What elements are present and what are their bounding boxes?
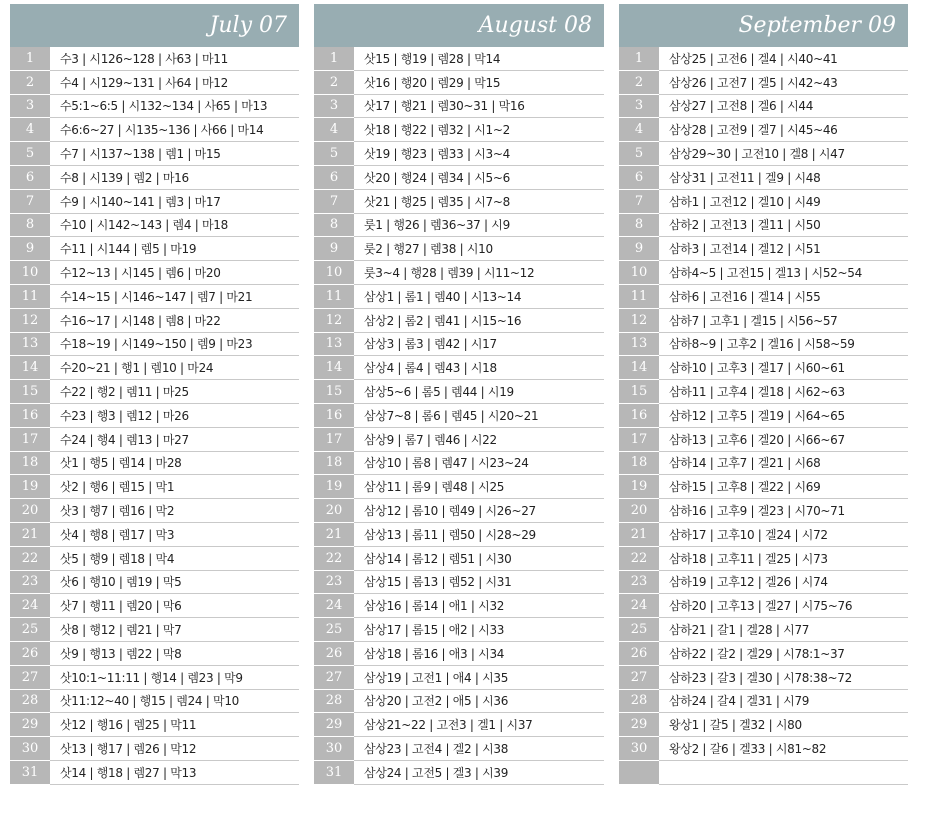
day-row bbox=[619, 214, 908, 238]
reading-text: 삼상4 | 롬4 | 렘43 | 시18 bbox=[364, 361, 497, 376]
day-row bbox=[314, 118, 604, 142]
reading-text: 수9 | 시140~141 | 렘3 | 마17 bbox=[60, 194, 221, 209]
reading-text: 삼하11 | 고후4 | 겔18 | 시62~63 bbox=[669, 385, 845, 400]
day-number: 19 bbox=[619, 475, 659, 499]
day-row bbox=[619, 285, 908, 309]
day-number: 13 bbox=[10, 333, 50, 357]
reading-text: 삼상26 | 고전7 | 겔5 | 시42~43 bbox=[669, 75, 838, 90]
day-number: 19 bbox=[314, 475, 354, 499]
day-number: 14 bbox=[619, 356, 659, 380]
day-row bbox=[10, 166, 299, 190]
day-number: 5 bbox=[10, 142, 50, 166]
reading-text: 삿17 | 행21 | 렘30~31 | 막16 bbox=[364, 99, 525, 114]
reading-text: 삼하3 | 고전14 | 겔12 | 시51 bbox=[669, 242, 821, 257]
day-number: 17 bbox=[619, 428, 659, 452]
reading-text: 삼상27 | 고전8 | 겔6 | 시44 bbox=[669, 99, 814, 114]
day-row bbox=[10, 95, 299, 119]
day-row bbox=[10, 71, 299, 95]
day-row bbox=[10, 380, 299, 404]
day-number: 22 bbox=[10, 547, 50, 571]
day-number bbox=[619, 761, 659, 785]
day-number: 23 bbox=[619, 571, 659, 595]
day-number: 14 bbox=[314, 356, 354, 380]
day-number: 12 bbox=[619, 309, 659, 333]
reading-text: 삼상14 | 롬12 | 렘51 | 시30 bbox=[364, 551, 512, 566]
day-row bbox=[10, 690, 299, 714]
day-number: 20 bbox=[619, 499, 659, 523]
day-row bbox=[314, 142, 604, 166]
reading-text: 삿8 | 행12 | 렘21 | 막7 bbox=[60, 623, 182, 638]
month-title: August 08 bbox=[314, 4, 604, 47]
day-number: 25 bbox=[619, 618, 659, 642]
reading-text: 왕상1 | 갈5 | 겔32 | 시80 bbox=[669, 718, 802, 733]
reading-text: 수18~19 | 시149~150 | 렘9 | 마23 bbox=[60, 337, 253, 352]
reading-text: 삼상10 | 롬8 | 렘47 | 시23~24 bbox=[364, 456, 529, 471]
day-row bbox=[314, 95, 604, 119]
reading-text: 삼하16 | 고후9 | 겔23 | 시70~71 bbox=[669, 504, 845, 519]
day-number: 11 bbox=[10, 285, 50, 309]
reading-text: 삼하23 | 갈3 | 겔30 | 시78:38~72 bbox=[669, 670, 852, 685]
day-number: 31 bbox=[10, 761, 50, 785]
day-number: 30 bbox=[314, 737, 354, 761]
day-number: 3 bbox=[10, 95, 50, 119]
reading-text: 삼하2 | 고전13 | 겔11 | 시50 bbox=[669, 218, 821, 233]
day-row bbox=[619, 713, 908, 737]
day-number: 7 bbox=[619, 190, 659, 214]
reading-text: 삼상31 | 고전11 | 겔9 | 시48 bbox=[669, 170, 821, 185]
reading-text: 삿19 | 행23 | 렘33 | 시3~4 bbox=[364, 147, 510, 162]
day-row bbox=[314, 475, 604, 499]
day-number: 5 bbox=[619, 142, 659, 166]
day-number: 28 bbox=[619, 690, 659, 714]
day-row bbox=[619, 571, 908, 595]
day-row bbox=[619, 166, 908, 190]
day-number: 24 bbox=[619, 594, 659, 618]
reading-text: 룻2 | 행27 | 렘38 | 시10 bbox=[364, 242, 493, 257]
day-row bbox=[10, 452, 299, 476]
day-number: 5 bbox=[314, 142, 354, 166]
reading-text: 삼상21~22 | 고전3 | 겔1 | 시37 bbox=[364, 718, 533, 733]
day-row bbox=[619, 642, 908, 666]
day-row bbox=[619, 333, 908, 357]
day-row bbox=[10, 618, 299, 642]
reading-text: 수10 | 시142~143 | 렘4 | 마18 bbox=[60, 218, 228, 233]
day-row bbox=[314, 713, 604, 737]
reading-text: 삿16 | 행20 | 렘29 | 막15 bbox=[364, 75, 501, 90]
reading-text: 삼하13 | 고후6 | 겔20 | 시66~67 bbox=[669, 432, 845, 447]
day-number: 17 bbox=[314, 428, 354, 452]
reading-text: 삼하1 | 고전12 | 겔10 | 시49 bbox=[669, 194, 821, 209]
day-row bbox=[619, 523, 908, 547]
reading-text: 삼하10 | 고후3 | 겔17 | 시60~61 bbox=[669, 361, 845, 376]
reading-text: 삼상2 | 롬2 | 렘41 | 시15~16 bbox=[364, 313, 522, 328]
day-number: 14 bbox=[10, 356, 50, 380]
day-number: 21 bbox=[619, 523, 659, 547]
day-row bbox=[314, 618, 604, 642]
day-number: 13 bbox=[314, 333, 354, 357]
day-row bbox=[314, 690, 604, 714]
day-number: 31 bbox=[314, 761, 354, 785]
day-number: 29 bbox=[10, 713, 50, 737]
reading-text: 삿1 | 행5 | 렘14 | 마28 bbox=[60, 456, 182, 471]
day-row bbox=[10, 642, 299, 666]
reading-text: 삼상19 | 고전1 | 애4 | 시35 bbox=[364, 670, 509, 685]
day-number: 6 bbox=[10, 166, 50, 190]
day-row bbox=[619, 404, 908, 428]
day-number: 2 bbox=[619, 71, 659, 95]
day-row bbox=[619, 142, 908, 166]
day-number: 29 bbox=[619, 713, 659, 737]
reading-text: 수12~13 | 시145 | 렘6 | 마20 bbox=[60, 266, 221, 281]
day-number: 9 bbox=[10, 237, 50, 261]
reading-text: 삼하17 | 고후10 | 겔24 | 시72 bbox=[669, 527, 828, 542]
day-number: 28 bbox=[314, 690, 354, 714]
day-number: 1 bbox=[314, 47, 354, 71]
reading-text: 삼상3 | 롬3 | 렘42 | 시17 bbox=[364, 337, 497, 352]
day-row bbox=[10, 571, 299, 595]
reading-text: 수24 | 행4 | 렘13 | 마27 bbox=[60, 432, 189, 447]
day-number: 10 bbox=[619, 261, 659, 285]
reading-text: 수16~17 | 시148 | 렘8 | 마22 bbox=[60, 313, 221, 328]
day-number: 18 bbox=[314, 452, 354, 476]
day-row bbox=[10, 356, 299, 380]
day-number: 7 bbox=[10, 190, 50, 214]
reading-text: 삿21 | 행25 | 렘35 | 시7~8 bbox=[364, 194, 510, 209]
day-number: 2 bbox=[314, 71, 354, 95]
day-row bbox=[314, 166, 604, 190]
day-number: 17 bbox=[10, 428, 50, 452]
day-number: 16 bbox=[314, 404, 354, 428]
day-number: 8 bbox=[619, 214, 659, 238]
day-number: 24 bbox=[314, 594, 354, 618]
day-number: 25 bbox=[314, 618, 354, 642]
day-row bbox=[619, 499, 908, 523]
day-number: 26 bbox=[10, 642, 50, 666]
reading-text: 삼상25 | 고전6 | 겔4 | 시40~41 bbox=[669, 51, 838, 66]
day-row bbox=[314, 642, 604, 666]
day-number: 2 bbox=[10, 71, 50, 95]
day-row bbox=[314, 499, 604, 523]
day-number: 4 bbox=[10, 118, 50, 142]
reading-text: 삼하15 | 고후8 | 겔22 | 시69 bbox=[669, 480, 821, 495]
day-row bbox=[314, 309, 604, 333]
day-row bbox=[619, 690, 908, 714]
day-number: 27 bbox=[10, 666, 50, 690]
reading-text: 삼상20 | 고전2 | 애5 | 시36 bbox=[364, 694, 509, 709]
reading-text: 룻3~4 | 행28 | 렘39 | 시11~12 bbox=[364, 266, 535, 281]
day-number: 19 bbox=[10, 475, 50, 499]
reading-text: 삿15 | 행19 | 렘28 | 막14 bbox=[364, 51, 501, 66]
day-row bbox=[10, 713, 299, 737]
reading-text: 삿2 | 행6 | 렘15 | 막1 bbox=[60, 480, 175, 495]
day-row bbox=[619, 618, 908, 642]
day-number: 1 bbox=[619, 47, 659, 71]
day-row bbox=[619, 380, 908, 404]
reading-text: 삼상24 | 고전5 | 겔3 | 시39 bbox=[364, 765, 509, 780]
day-number: 3 bbox=[619, 95, 659, 119]
day-row bbox=[10, 404, 299, 428]
day-number: 29 bbox=[314, 713, 354, 737]
day-row bbox=[314, 594, 604, 618]
day-list bbox=[314, 47, 604, 785]
day-number: 21 bbox=[314, 523, 354, 547]
day-number: 18 bbox=[10, 452, 50, 476]
day-row bbox=[314, 404, 604, 428]
day-number: 27 bbox=[314, 666, 354, 690]
day-number: 9 bbox=[314, 237, 354, 261]
reading-text: 수7 | 시137~138 | 렘1 | 마15 bbox=[60, 147, 221, 162]
day-number: 27 bbox=[619, 666, 659, 690]
reading-text: 삼상11 | 롬9 | 렘48 | 시25 bbox=[364, 480, 505, 495]
day-number: 15 bbox=[10, 380, 50, 404]
reading-text: 수5:1~6:5 | 시132~134 | 사65 | 마13 bbox=[60, 99, 268, 114]
month-september bbox=[619, 4, 908, 785]
day-row bbox=[10, 214, 299, 238]
day-row bbox=[10, 333, 299, 357]
reading-text: 수8 | 시139 | 렘2 | 마16 bbox=[60, 170, 189, 185]
day-row bbox=[619, 237, 908, 261]
reading-text: 삼상13 | 롬11 | 렘50 | 시28~29 bbox=[364, 527, 536, 542]
day-number: 26 bbox=[619, 642, 659, 666]
day-number: 21 bbox=[10, 523, 50, 547]
day-row bbox=[619, 118, 908, 142]
reading-text: 삿20 | 행24 | 렘34 | 시5~6 bbox=[364, 170, 510, 185]
day-row bbox=[314, 380, 604, 404]
reading-text: 삼상12 | 롬10 | 렘49 | 시26~27 bbox=[364, 504, 536, 519]
day-number: 20 bbox=[314, 499, 354, 523]
day-row bbox=[10, 499, 299, 523]
day-number: 10 bbox=[314, 261, 354, 285]
reading-text: 수3 | 시126~128 | 사63 | 마11 bbox=[60, 51, 228, 66]
reading-text: 수20~21 | 행1 | 렘10 | 마24 bbox=[60, 361, 214, 376]
day-row bbox=[619, 47, 908, 71]
reading-text: 삼하8~9 | 고후2 | 겔16 | 시58~59 bbox=[669, 337, 855, 352]
reading-text: 삼상15 | 롬13 | 렘52 | 시31 bbox=[364, 575, 512, 590]
day-row bbox=[10, 118, 299, 142]
reading-text: 삼상7~8 | 롬6 | 렘45 | 시20~21 bbox=[364, 408, 539, 423]
day-number: 24 bbox=[10, 594, 50, 618]
day-row bbox=[10, 523, 299, 547]
day-number: 16 bbox=[10, 404, 50, 428]
day-row bbox=[619, 190, 908, 214]
day-number: 15 bbox=[619, 380, 659, 404]
reading-text: 삿14 | 행18 | 렘27 | 막13 bbox=[60, 765, 197, 780]
day-number: 22 bbox=[619, 547, 659, 571]
reading-text: 삼하6 | 고전16 | 겔14 | 시55 bbox=[669, 289, 821, 304]
reading-text: 삿11:12~40 | 행15 | 렘24 | 막10 bbox=[60, 694, 239, 709]
day-number: 4 bbox=[619, 118, 659, 142]
day-row bbox=[10, 47, 299, 71]
day-number: 9 bbox=[619, 237, 659, 261]
day-row bbox=[619, 475, 908, 499]
reading-text: 삼하21 | 갈1 | 겔28 | 시77 bbox=[669, 623, 810, 638]
day-number: 6 bbox=[314, 166, 354, 190]
day-number: 28 bbox=[10, 690, 50, 714]
day-number: 23 bbox=[10, 571, 50, 595]
day-row bbox=[619, 71, 908, 95]
day-number: 1 bbox=[10, 47, 50, 71]
reading-text: 삼하12 | 고후5 | 겔19 | 시64~65 bbox=[669, 408, 845, 423]
day-number: 12 bbox=[10, 309, 50, 333]
day-number: 4 bbox=[314, 118, 354, 142]
day-row bbox=[10, 261, 299, 285]
reading-text: 수22 | 행2 | 렘11 | 마25 bbox=[60, 385, 189, 400]
day-list bbox=[619, 47, 908, 785]
day-number: 6 bbox=[619, 166, 659, 190]
day-row bbox=[619, 428, 908, 452]
reading-text bbox=[659, 761, 908, 784]
day-number: 8 bbox=[314, 214, 354, 238]
month-august bbox=[314, 4, 604, 785]
day-number: 11 bbox=[314, 285, 354, 309]
day-row bbox=[619, 594, 908, 618]
day-number: 3 bbox=[314, 95, 354, 119]
reading-text: 삼상5~6 | 롬5 | 렘44 | 시19 bbox=[364, 385, 514, 400]
reading-text: 삼하18 | 고후11 | 겔25 | 시73 bbox=[669, 551, 828, 566]
day-number: 10 bbox=[10, 261, 50, 285]
day-list bbox=[10, 47, 299, 785]
day-row bbox=[10, 737, 299, 761]
reading-text: 삼상29~30 | 고전10 | 겔8 | 시47 bbox=[669, 147, 845, 162]
day-row bbox=[314, 47, 604, 71]
day-row bbox=[314, 190, 604, 214]
day-row bbox=[314, 214, 604, 238]
day-number: 13 bbox=[619, 333, 659, 357]
reading-text: 삼하20 | 고후13 | 겔27 | 시75~76 bbox=[669, 599, 853, 614]
month-title: September 09 bbox=[619, 4, 908, 47]
day-row bbox=[10, 666, 299, 690]
day-row bbox=[314, 71, 604, 95]
day-number: 8 bbox=[10, 214, 50, 238]
reading-text: 수4 | 시129~131 | 사64 | 마12 bbox=[60, 75, 228, 90]
day-number: 26 bbox=[314, 642, 354, 666]
reading-text: 삼하7 | 고후1 | 겔15 | 시56~57 bbox=[669, 313, 838, 328]
reading-text: 삼하14 | 고후7 | 겔21 | 시68 bbox=[669, 456, 821, 471]
day-row bbox=[10, 547, 299, 571]
day-row bbox=[10, 190, 299, 214]
day-number: 11 bbox=[619, 285, 659, 309]
day-row bbox=[314, 333, 604, 357]
day-row bbox=[10, 309, 299, 333]
reading-text: 삿10:1~11:11 | 행14 | 렘23 | 막9 bbox=[60, 670, 243, 685]
reading-text: 삼상16 | 롬14 | 애1 | 시32 bbox=[364, 599, 505, 614]
day-number: 12 bbox=[314, 309, 354, 333]
day-row bbox=[619, 261, 908, 285]
day-number: 23 bbox=[314, 571, 354, 595]
day-row bbox=[314, 356, 604, 380]
day-number: 20 bbox=[10, 499, 50, 523]
day-row bbox=[619, 95, 908, 119]
reading-text: 삿7 | 행11 | 렘20 | 막6 bbox=[60, 599, 182, 614]
empty-row bbox=[619, 761, 908, 785]
reading-text: 삼하24 | 갈4 | 겔31 | 시79 bbox=[669, 694, 810, 709]
reading-text: 삿18 | 행22 | 렘32 | 시1~2 bbox=[364, 123, 510, 138]
reading-text: 삼상18 | 롬16 | 애3 | 시34 bbox=[364, 646, 505, 661]
reading-text: 삿13 | 행17 | 렘26 | 막12 bbox=[60, 742, 197, 756]
day-row bbox=[314, 428, 604, 452]
reading-text: 삼하4~5 | 고전15 | 겔13 | 시52~54 bbox=[669, 266, 862, 281]
day-row bbox=[10, 285, 299, 309]
reading-text: 삿9 | 행13 | 렘22 | 막8 bbox=[60, 646, 182, 661]
month-july bbox=[10, 4, 299, 785]
day-row bbox=[619, 452, 908, 476]
day-row bbox=[10, 142, 299, 166]
day-row bbox=[314, 666, 604, 690]
day-number: 7 bbox=[314, 190, 354, 214]
reading-text: 삼상17 | 롬15 | 애2 | 시33 bbox=[364, 623, 505, 638]
day-number: 18 bbox=[619, 452, 659, 476]
day-row bbox=[314, 761, 604, 785]
reading-text: 삼하22 | 갈2 | 겔29 | 시78:1~37 bbox=[669, 646, 845, 661]
day-row bbox=[314, 547, 604, 571]
day-row bbox=[619, 666, 908, 690]
day-number: 16 bbox=[619, 404, 659, 428]
day-row bbox=[314, 523, 604, 547]
reading-text: 삿4 | 행8 | 렘17 | 막3 bbox=[60, 527, 175, 542]
day-row bbox=[10, 761, 299, 785]
day-row bbox=[619, 547, 908, 571]
day-row bbox=[314, 571, 604, 595]
reading-text: 삼상23 | 고전4 | 겔2 | 시38 bbox=[364, 742, 509, 756]
day-number: 15 bbox=[314, 380, 354, 404]
day-row bbox=[10, 594, 299, 618]
reading-text: 삿3 | 행7 | 렘16 | 막2 bbox=[60, 504, 175, 519]
day-row bbox=[314, 285, 604, 309]
reading-text: 삼상9 | 롬7 | 렘46 | 시22 bbox=[364, 432, 497, 447]
reading-text: 삿5 | 행9 | 렘18 | 막4 bbox=[60, 551, 175, 566]
reading-text: 삿12 | 행16 | 렘25 | 막11 bbox=[60, 718, 197, 733]
day-row bbox=[10, 237, 299, 261]
day-row bbox=[10, 475, 299, 499]
day-row bbox=[619, 737, 908, 761]
reading-text: 삼하19 | 고후12 | 겔26 | 시74 bbox=[669, 575, 828, 590]
day-row bbox=[314, 261, 604, 285]
reading-text: 수14~15 | 시146~147 | 렘7 | 마21 bbox=[60, 289, 253, 304]
reading-text: 룻1 | 행26 | 렘36~37 | 시9 bbox=[364, 218, 510, 233]
reading-text: 삿6 | 행10 | 렘19 | 막5 bbox=[60, 575, 182, 590]
reading-text: 수11 | 시144 | 렘5 | 마19 bbox=[60, 242, 197, 257]
day-number: 30 bbox=[619, 737, 659, 761]
day-row bbox=[314, 737, 604, 761]
reading-text: 수6:6~27 | 시135~136 | 사66 | 마14 bbox=[60, 123, 264, 138]
day-row bbox=[619, 356, 908, 380]
reading-text: 삼상1 | 롬1 | 렘40 | 시13~14 bbox=[364, 289, 522, 304]
day-row bbox=[314, 237, 604, 261]
month-title: July 07 bbox=[10, 4, 299, 47]
day-row bbox=[314, 452, 604, 476]
reading-text: 수23 | 행3 | 렘12 | 마26 bbox=[60, 408, 189, 423]
reading-text: 왕상2 | 갈6 | 겔33 | 시81~82 bbox=[669, 742, 827, 756]
day-row bbox=[619, 309, 908, 333]
day-number: 25 bbox=[10, 618, 50, 642]
day-number: 22 bbox=[314, 547, 354, 571]
reading-text: 삼상28 | 고전9 | 겔7 | 시45~46 bbox=[669, 123, 838, 138]
day-row bbox=[10, 428, 299, 452]
day-number: 30 bbox=[10, 737, 50, 761]
